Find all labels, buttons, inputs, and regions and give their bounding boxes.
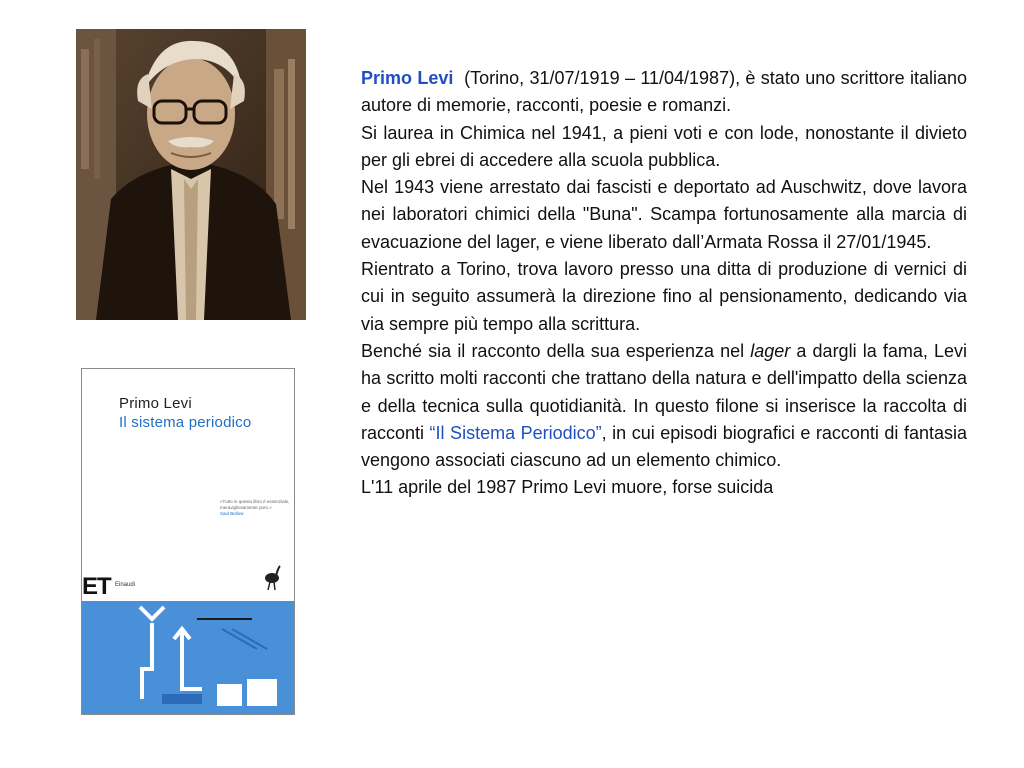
bio-p5-part-a: Benché sia il racconto della sua esperienza nel bbox=[361, 340, 751, 361]
cover-quote bbox=[220, 499, 290, 517]
bio-paragraph-3: Nel 1943 viene arrestato dai fascisti e deportato ad Auschwitz, dove lavora nei laboratori chimici della "Buna". Scampa fortunosamente alla marcia di evacuazione del lager, e viene liberato dall’Armata Rossa il 27/01/1945. bbox=[361, 177, 967, 252]
portrait-photo bbox=[76, 29, 306, 320]
biography-text bbox=[361, 65, 967, 502]
cover-illustration bbox=[82, 589, 294, 714]
bio-p5-part-c: , in cui episodi biografici e racconti di fantasia vengono associati ciascuno ad un elemento chimico. bbox=[361, 422, 967, 471]
author-name: Primo Levi bbox=[361, 68, 454, 88]
bio-paragraph-5 bbox=[361, 338, 967, 474]
book-cover bbox=[81, 368, 295, 715]
bio-intro: (Torino, 31/07/1919 – 11/04/1987), è stato uno scrittore italiano autore di memorie, racconti, poesie e romanzi. bbox=[361, 68, 967, 116]
cover-publisher-logo: ET bbox=[82, 573, 111, 600]
cover-author: Primo Levi bbox=[119, 395, 192, 412]
bio-p5-lager: lager bbox=[750, 340, 791, 361]
bio-p5-part-b: a dargli la fama, Levi ha scritto molti racconti che trattano della natura e dell'impatto della scienza e della tecnica sulla quotidianità. In questo filone si inserisce la raccolta di racconti bbox=[361, 340, 968, 443]
cover-publisher: Einaudi bbox=[115, 582, 136, 588]
cover-quote-text: «Tutto in questo libro è essenziale, meravigliosamente puro.» bbox=[220, 499, 290, 510]
bio-paragraph-4: Rientrato a Torino, trova lavoro presso una ditta di produzione di vernici di cui in seguito assumerà la direzione fino al pensionamento, dedicando via via sempre più tempo alla scrittura. bbox=[361, 259, 967, 334]
bio-paragraph-2: Si laurea in Chimica nel 1941, a pieni voti e con lode, nonostante il divieto per gli ebrei di accedere alla scuola pubblica. bbox=[361, 122, 967, 170]
cover-title: Il sistema periodico bbox=[119, 414, 252, 431]
bio-paragraph-6: L'11 aprile del 1987 Primo Levi muore, forse suicida bbox=[361, 477, 774, 498]
cover-quote-author: Saul Bellow bbox=[220, 511, 244, 516]
bio-paragraph-1 bbox=[361, 65, 967, 120]
book-title-link: “Il Sistema Periodico” bbox=[429, 422, 602, 443]
ostrich-icon bbox=[260, 564, 284, 590]
